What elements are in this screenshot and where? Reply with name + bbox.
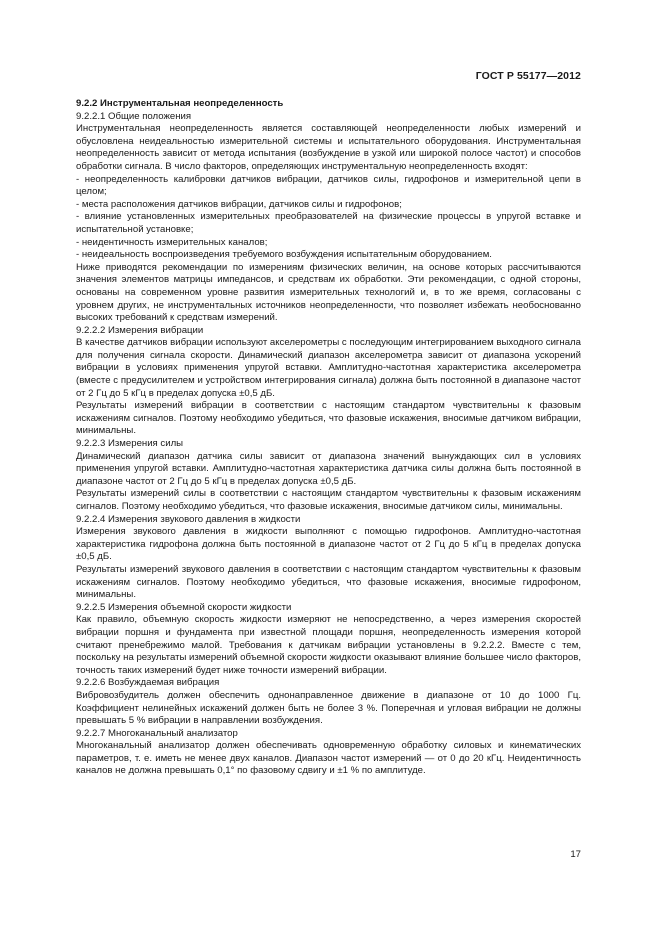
subsection-heading: 9.2.2.3 Измерения силы (76, 438, 184, 450)
list-item: - неидентичность измерительных каналов; (76, 236, 268, 248)
subsection-heading: 9.2.2.6 Возбуждаемая вибрация (76, 677, 220, 689)
section-heading-9-2-2: 9.2.2 Инструментальная неопределенность (76, 98, 284, 109)
paragraph: Динамический диапазон датчика силы зависит от диапазона значений вынуждающих сил в условиях применения упругой вставки. Амплитудно-частотная характеристика датчика силы должна быть постоянной в диапазоне частот от 2 Гц до 5 кГц в пределах допуска ±0,5 дБ. (76, 450, 581, 487)
page-number: 17 (570, 849, 581, 860)
paragraph: Ниже приводятся рекомендации по измерениям физических величин, на основе которых рассчитываются значения элементов матрицы импедансов, и средствам их обработки. Эти рекомендации, с одной стороны, основаны на современном уровне развития измерительных технологий и, в то же время, согласованы с уровнем других, не инструментальных источников неопределенности, что позволяет избежать необоснованно высоких требований к средствам измерений. (76, 261, 581, 324)
paragraph: Измерения звукового давления в жидкости выполняют с помощью гидрофонов. Амплитудно-частотная характеристика гидрофона должна быть постоянной в диапазоне частот от 2 Гц до 5 кГц в пределах допуска ±0,5 дБ. (76, 526, 581, 563)
subsection-heading: 9.2.2.4 Измерения звукового давления в жидкости (76, 513, 301, 525)
paragraph: В качестве датчиков вибрации используют акселерометры с последующим интегрированием выходного сигнала для получения сигнала скорости. Динамический диапазон акселерометра зависит от диапазона ускорений вибрации в условиях применения упругой вставки. Амплитудно-частотная характеристика акселерометра (вместе с предусилителем и устройством интегрирования сигнала) должна быть постоянной в диапазоне частот от 2 Гц до 5 кГц в пределах допуска ±0,5 дБ. (76, 337, 581, 399)
subsection-heading: 9.2.2.7 Многоканальный анализатор (76, 727, 238, 739)
document-body (76, 98, 581, 778)
paragraph: Как правило, объемную скорость жидкости измеряют не непосредственно, а через измерения скоростей вибрации поршня и фундамента при известной площади поршня, неопределенность измерения которой считают пренебрежимо малой. Требования к датчикам вибрации установлены в 9.2.2.2. Вместе с тем, поскольку на результаты измерений объемной скорости жидкости оказывают влияние большее число факторов, точность таких измерений будет ниже точности измерений вибрации. (76, 614, 581, 676)
list-item: - влияние установленных измерительных преобразователей на физические процессы в упругой вставке и испытательной установке; (76, 211, 581, 235)
subsection-heading: 9.2.2.5 Измерения объемной скорости жидкости (76, 601, 292, 613)
subsection-heading: 9.2.2.2 Измерения вибрации (76, 324, 204, 336)
document-code: ГОСТ Р 55177—2012 (475, 70, 581, 82)
list-item: - места расположения датчиков вибрации, датчиков силы и гидрофонов; (76, 198, 402, 210)
paragraph: Вибровозбудитель должен обеспечить однонаправленное движение в диапазоне от 10 до 1000 Гц. Коэффициент нелинейных искажений должен быть не более 3 %. Поперечная и угловая вибрации не должны превышать 5 % вибрации в направлении возбуждения. (76, 689, 581, 727)
paragraph: Результаты измерений силы в соответствии с настоящим стандартом чувствительны к фазовым искажениям сигналов. Поэтому необходимо убедиться, что фазовые искажения, вносимые датчиком силы, минимальны. (76, 488, 581, 512)
paragraph: Результаты измерений звукового давления в соответствии с настоящим стандартом чувствительны к фазовым искажениям сигналов. Поэтому необходимо убедиться, что фазовые искажения, вносимые гидрофоном, минимальны. (76, 563, 581, 601)
paragraph: Многоканальный анализатор должен обеспечивать одновременную обработку силовых и кинематических параметров, т. е. иметь не менее двух каналов. Диапазон частот измерений — от 0 до 20 кГц. Неидентичность каналов не должна превышать 0,1° по фазовому сдвигу и ±1 % по амплитуде. (76, 740, 581, 777)
list-item: - неопределенность калибровки датчиков вибрации, датчиков силы, гидрофонов и измерительной цепи в целом; (76, 173, 581, 198)
subsection-heading: 9.2.2.1 Общие положения (76, 110, 192, 122)
list-item: - неидеальность воспроизведения требуемого возбуждения испытательным оборудованием. (76, 249, 492, 261)
paragraph: Инструментальная неопределенность является составляющей неопределенности любых измерений и обусловлена неидеальностью измерительной системы и испытательного оборудования. Инструментальная неопределенность зависит от метода испытания (возбуждение в узкой или широкой полосе частот) и способов обработки сигнала. В число факторов, определяющих инструментальную неопределенность входят: (76, 123, 581, 172)
paragraph: Результаты измерений вибрации в соответствии с настоящим стандартом чувствительны к фазовым искажениям сигналов. Поэтому необходимо убедиться, что фазовые искажения, вносимые датчиком вибрации, минимальны. (76, 400, 581, 437)
